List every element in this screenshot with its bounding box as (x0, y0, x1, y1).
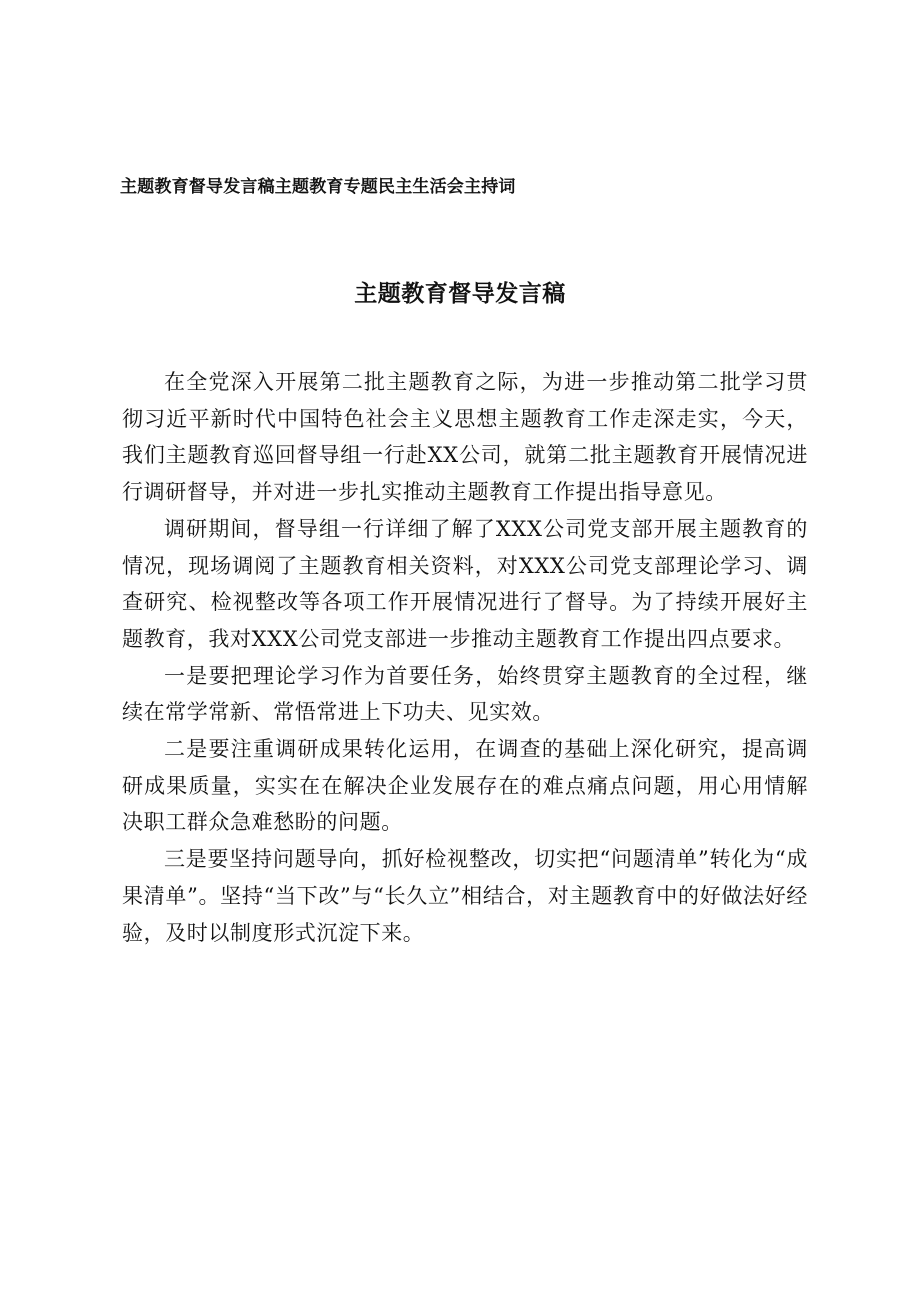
paragraph-intro: 在全党深入开展第二批主题教育之际，为进一步推动第二批学习贯彻习近平新时代中国特色社会主义思想主题教育工作走深走实，今天，我们主题教育巡回督导组一行赴XX公司，就第二批主题教育开展情况进行调研督导，并对进一步扎实推动主题教育工作提出指导意见。 (122, 370, 808, 505)
paragraph-requirement-1: 一是要把理论学习作为首要任务，始终贯穿主题教育的全过程，继续在常学常新、常悟常进上下功夫、见实效。 (122, 663, 808, 725)
document-body (122, 364, 808, 951)
document-title: 主题教育督导发言稿 (354, 281, 566, 307)
document-header: 主题教育督导发言稿主题教育专题民主生活会主持词 (120, 177, 516, 197)
paragraph-requirement-2: 二是要注重调研成果转化运用，在调查的基础上深化研究，提高调研成果质量，实实在在解决企业发展存在的难点痛点问题，用心用情解决职工群众急难愁盼的问题。 (122, 737, 808, 835)
paragraph-research: 调研期间，督导组一行详细了解了XXX公司党支部开展主题教育的情况，现场调阅了主题教育相关资料，对XXX公司党支部理论学习、调查研究、检视整改等各项工作开展情况进行了督导。为了持续开展好主题教育，我对XXX公司党支部进一步推动主题教育工作提出四点要求。 (122, 516, 808, 651)
paragraph-requirement-3: 三是要坚持问题导向，抓好检视整改，切实把“问题清单”转化为“成果清单”。坚持“当下改”与“长久立”相结合，对主题教育中的好做法好经验，及时以制度形式沉淀下来。 (122, 847, 808, 945)
